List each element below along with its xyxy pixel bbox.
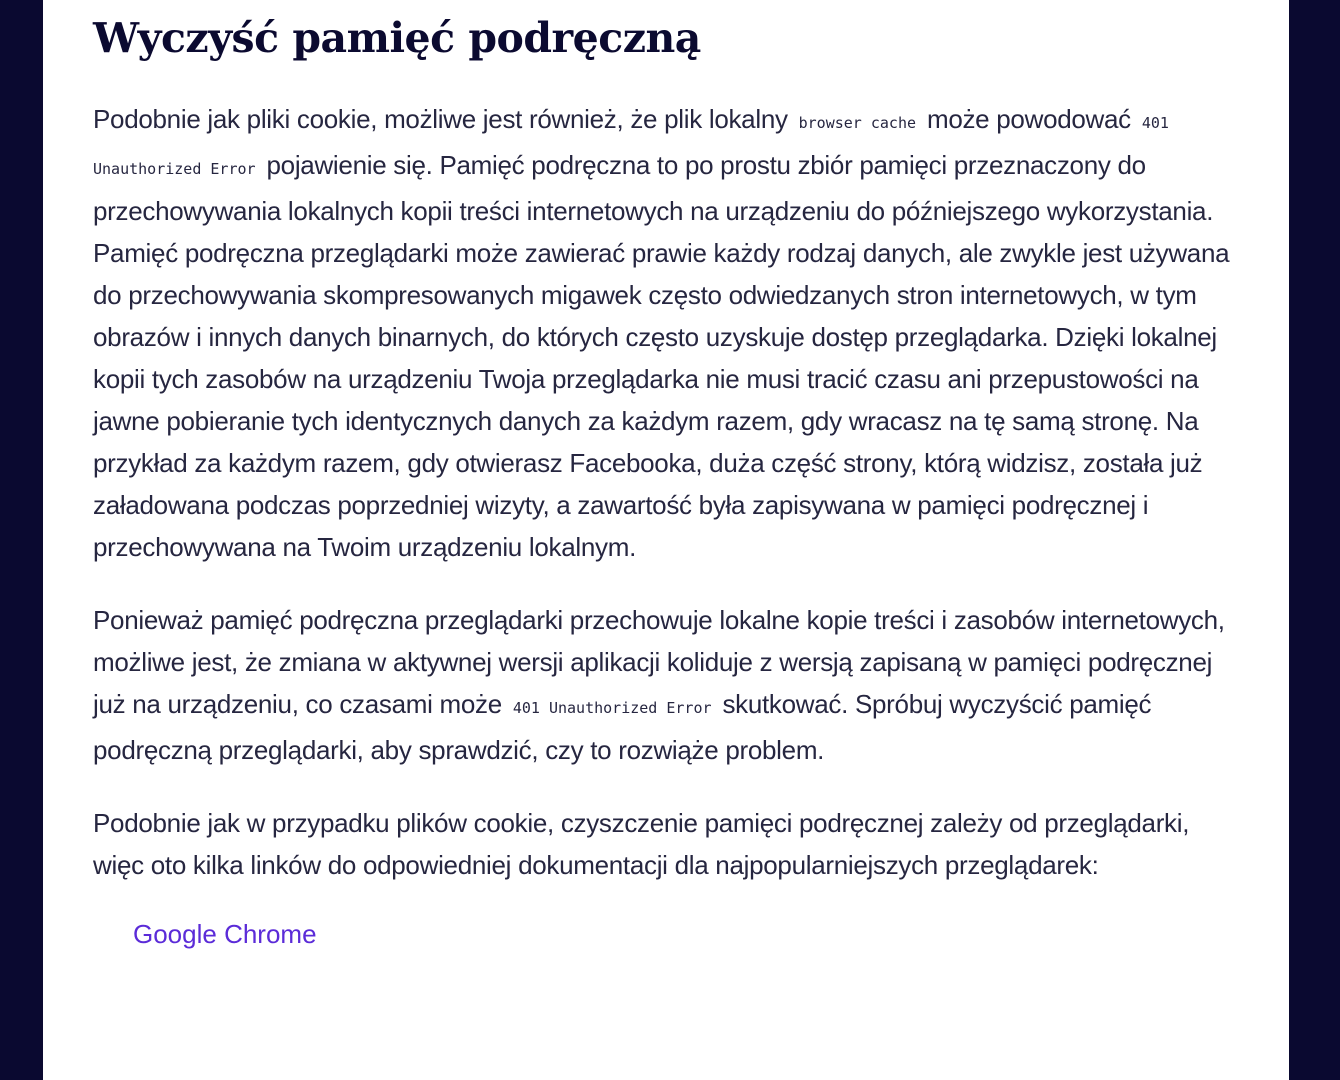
paragraph-browser-docs: Podobnie jak w przypadku plików cookie, czyszczenie pamięci podręcznej zależy od przeglądarki, więc oto kilka linków do odpowiedniej dokumentacji dla najpopularniejszych przeglądarek:: [93, 808, 1190, 880]
paragraph-text: pojawienie się. Pamięć podręczna to po prostu zbiór pamięci przeznaczony do przechowywania lokalnych kopii treści internetowych na urządzeniu do późniejszego wykorzystania. Pamięć podręczna przeglądarki może zawierać prawie każdy rodzaj danych, ale zwykle jest używana do przechowywania skompresowanych migawek często odwiedzanych stron internetowych, w tym obrazów i innych danych binarnych, do których często uzyskuje dostęp przeglądarka. Dzięki lokalnej kopii tych zasobów na urządzeniu Twoja przeglądarka nie musi tracić czasu ani przepustowości na jawne pobieranie tych identycznych danych za każdym razem, gdy wracasz na tę samą stronę. Na przykład za każdym razem, gdy otwierasz Facebooka, duża część strony, którą widzisz, została już załadowana podczas poprzedniej wizyty, a zawartość była zapisywana w pamięci podręcznej i przechowywana na Twoim urządzeniu lokalnym.: [93, 150, 1230, 562]
browser-docs-list: [93, 913, 1239, 955]
article-page: [43, 0, 1289, 1080]
section-heading: Wyczyść pamięć podręczną: [93, 14, 701, 62]
inline-code-browser-cache: browser cache: [798, 114, 917, 132]
list-item: [133, 913, 1239, 955]
link-google-chrome[interactable]: Google Chrome: [133, 919, 317, 949]
inline-code-401-error: 401 Unauthorized Error: [93, 114, 1169, 178]
inline-code-401-error: 401 Unauthorized Error: [512, 699, 712, 717]
paragraph-text: skutkować. Spróbuj wyczyścić pamięć podręczną przeglądarki, aby sprawdzić, czy to rozwiąże problem.: [93, 689, 1152, 765]
article-content: [93, 0, 1239, 955]
paragraph-cache-conflict: [93, 599, 1239, 771]
paragraph-text: może powodować: [926, 104, 1131, 134]
paragraph-browser-cache: [93, 98, 1239, 568]
paragraph-text: Podobnie jak pliki cookie, możliwe jest również, że plik lokalny: [93, 104, 788, 134]
paragraph-text: Ponieważ pamięć podręczna przeglądarki przechowuje lokalne kopie treści i zasobów internetowych, możliwe jest, że zmiana w aktywnej wersji aplikacji koliduje z wersją zapisaną w pamięci podręcznej już na urządzeniu, co czasami może: [93, 605, 1225, 719]
